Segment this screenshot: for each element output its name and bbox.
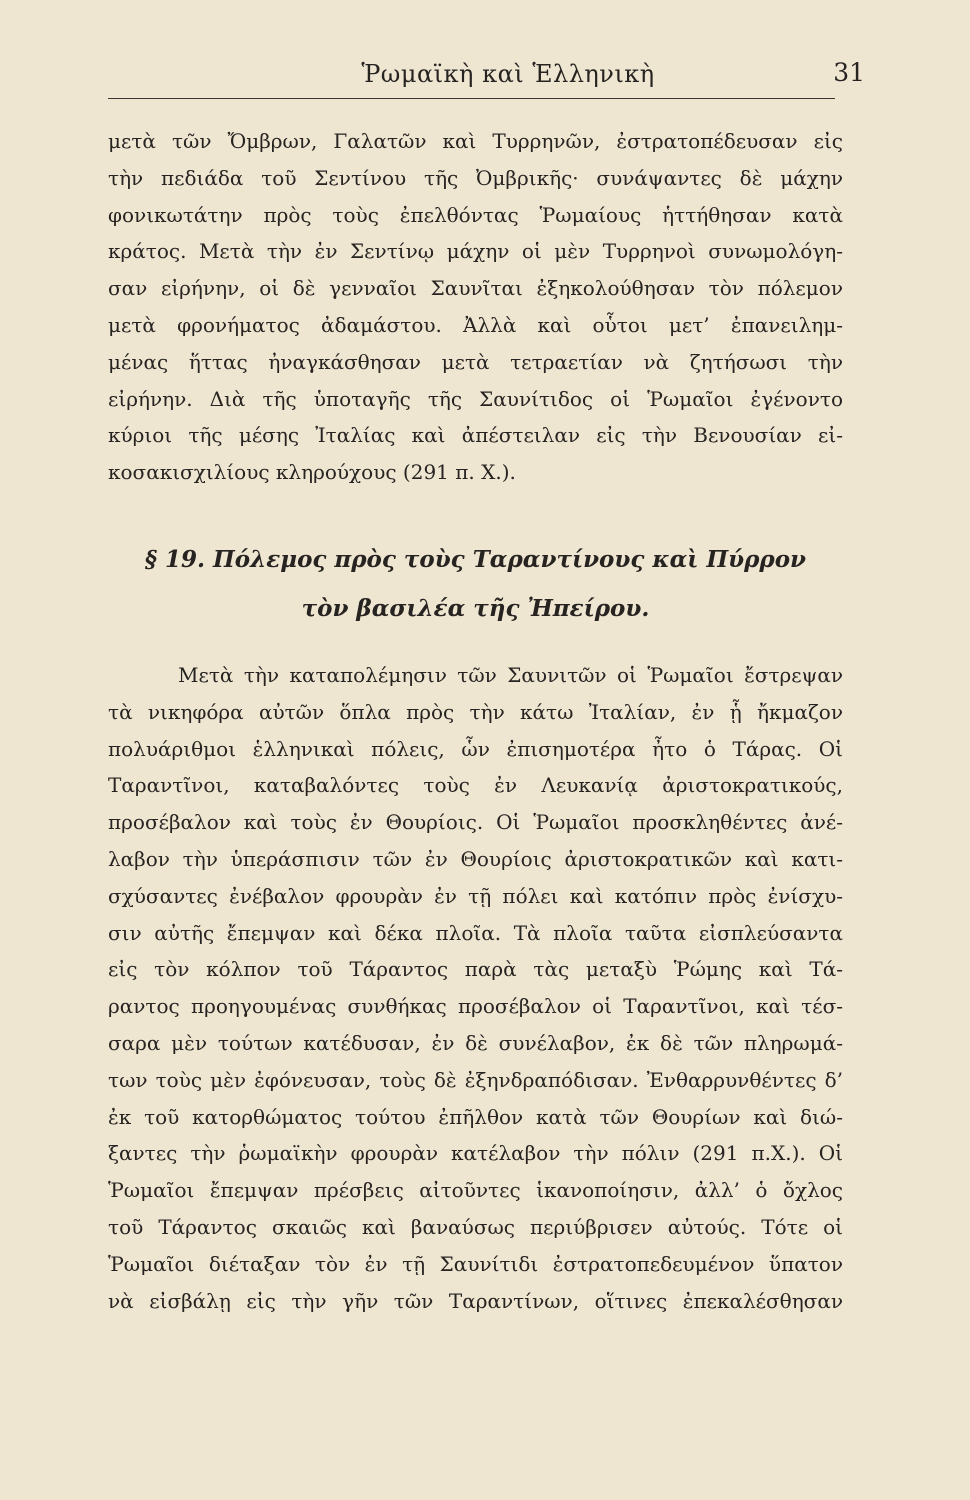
text-line: κοσακισχιλίους κληρούχους (291 π. Χ.). (108, 460, 516, 485)
paragraph-2 (108, 657, 843, 1319)
text-line: τὰ νικηφόρα αὐτῶν ὅπλα πρὸς τὴν κάτω Ἰταλίαν, ἐν ᾗ ἤκμαζον (108, 699, 843, 724)
text-line: ραντος προηγουμένας συνθήκας προσέβαλον οἱ Ταραντῖνοι, καὶ τέσ- (108, 994, 843, 1019)
text-line: των τοὺς μὲν ἐφόνευσαν, τοὺς δὲ ἐξηνδραπόδισαν. Ἐνθαρρυνθέντες δ’ (108, 1067, 843, 1092)
section-heading (108, 546, 843, 573)
text-line: προσέβαλον καὶ τοὺς ἐν Θουρίοις. Οἱ Ῥωμαῖοι προσκληθέντες ἀνέ- (108, 810, 843, 835)
section-heading-line-1: § 19. Πόλεμος πρὸς τοὺς Ταραντίνους καὶ Πύρρον (145, 546, 806, 573)
page-header (108, 58, 865, 99)
section-heading-continued (108, 595, 843, 622)
text-line: σχύσαντες ἐνέβαλον φρουρὰν ἐν τῇ πόλει καὶ κατόπιν πρὸς ἐνίσχυ- (108, 883, 843, 908)
text-line: λαβον τὴν ὑπεράσπισιν τῶν ἐν Θουρίοις ἀριστοκρατικῶν καὶ κατι- (108, 846, 843, 871)
section-heading-line-2: τὸν βασιλέα τῆς Ἠπείρου. (301, 595, 650, 622)
text-line: πολυάριθμοι ἑλληνικαὶ πόλεις, ὧν ἐπισημοτέρα ἦτο ὁ Τάρας. Οἱ (108, 736, 843, 761)
text-line: φονικωτάτην πρὸς τοὺς ἐπελθόντας Ῥωμαίους ἡττήθησαν κατὰ (108, 202, 843, 227)
paragraph-1 (108, 123, 843, 491)
text-line: μένας ἥττας ἠναγκάσθησαν μετὰ τετραετίαν νὰ ζητήσωσι τὴν (108, 349, 843, 374)
text-line: σιν αὐτῆς ἔπεμψαν καὶ δέκα πλοῖα. Τὰ πλοῖα ταῦτα εἰσπλεύσαντα (108, 920, 843, 945)
text-line: ἐκ τοῦ κατορθώματος τούτου ἐπῆλθον κατὰ τῶν Θουρίων καὶ διώ- (108, 1104, 843, 1129)
text-line: κράτος. Μετὰ τὴν ἐν Σεντίνῳ μάχην οἱ μὲν Τυρρηνοὶ συνωμολόγη- (108, 239, 843, 264)
text-line: μετὰ τῶν Ὄμβρων, Γαλατῶν καὶ Τυρρηνῶν, ἐστρατοπέδευσαν εἰς (108, 129, 843, 153)
text-line: μετὰ φρονήματος ἀδαμάστου. Ἀλλὰ καὶ οὗτοι μετ’ ἐπανειλημ- (108, 312, 843, 337)
text-line: εἰς τὸν κόλπον τοῦ Τάραντος παρὰ τὰς μεταξὺ Ῥώμης καὶ Τά- (108, 957, 843, 982)
text-line: Ῥωμαῖοι διέταξαν τὸν ἐν τῇ Σαυνίτιδι ἐστρατοπεδευμένον ὕπατον (108, 1251, 843, 1276)
page-number: 31 (833, 58, 865, 87)
text-line: εἰρήνην. Διὰ τῆς ὑποταγῆς τῆς Σαυνίτιδος οἱ Ῥωμαῖοι ἐγένοντο (108, 386, 843, 411)
text-line: Ῥωμαῖοι ἔπεμψαν πρέσβεις αἰτοῦντες ἱκανοποίησιν, ἀλλ’ ὁ ὄχλος (108, 1178, 843, 1203)
running-title: Ῥωμαϊκὴ καὶ Ἑλληνικὴ (361, 60, 655, 88)
text-line: τοῦ Τάραντος σκαιῶς καὶ βαναύσως περιύβρισεν αὐτούς. Τότε οἱ (108, 1214, 843, 1239)
text-line: Ταραντῖνοι, καταβαλόντες τοὺς ἐν Λευκανίᾳ ἀριστοκρατικούς, (108, 773, 843, 798)
text-line: κύριοι τῆς μέσης Ἰταλίας καὶ ἀπέστειλαν εἰς τὴν Βενουσίαν εἰ- (108, 423, 843, 448)
text-line: Μετὰ τὴν καταπολέμησιν τῶν Σαυνιτῶν οἱ Ῥωμαῖοι ἔστρεψαν (178, 663, 843, 687)
text-line: σαν εἰρήνην, οἱ δὲ γενναῖοι Σαυνῖται ἐξηκολούθησαν τὸν πόλεμον (108, 276, 843, 301)
text-line: σαρα μὲν τούτων κατέδυσαν, ἐν δὲ συνέλαβον, ἐκ δὲ τῶν πληρωμά- (108, 1030, 843, 1055)
text-line: νὰ εἰσβάλῃ εἰς τὴν γῆν τῶν Ταραντίνων, οἵτινες ἐπεκαλέσθησαν (108, 1288, 843, 1313)
text-line: ξαντες τὴν ῥωμαϊκὴν φρουρὰν κατέλαβον τὴν πόλιν (291 π.Χ.). Οἱ (108, 1141, 843, 1166)
text-line: τὴν πεδιάδα τοῦ Σεντίνου τῆς Ὀμβρικῆς· συνάψαντες δὲ μάχην (108, 165, 843, 190)
